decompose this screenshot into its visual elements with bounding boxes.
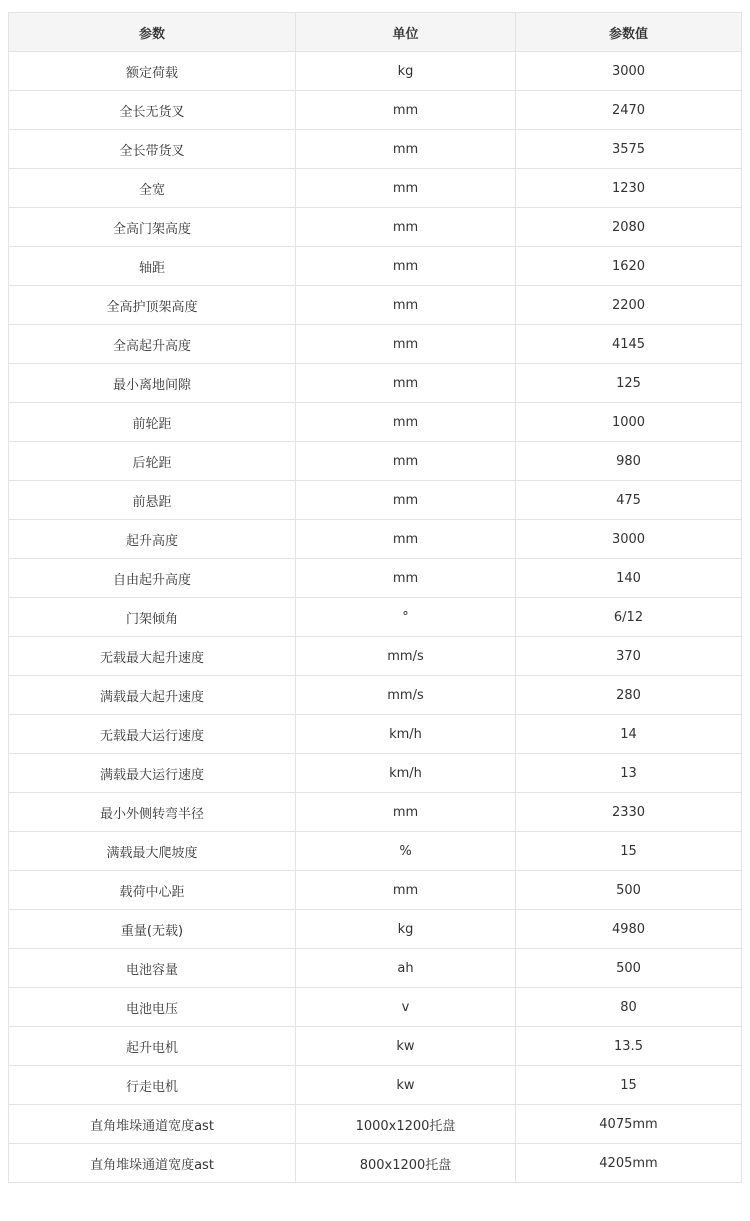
cell-value: 500	[516, 949, 742, 988]
cell-unit: mm	[296, 286, 516, 325]
cell-parameter: 轴距	[9, 247, 296, 286]
table-row	[9, 247, 742, 286]
cell-unit: mm	[296, 247, 516, 286]
cell-parameter: 满载最大运行速度	[9, 754, 296, 793]
cell-value: 13.5	[516, 1027, 742, 1066]
cell-unit: kw	[296, 1066, 516, 1105]
cell-parameter: 无载最大运行速度	[9, 715, 296, 754]
table-row	[9, 481, 742, 520]
table-header-row	[9, 13, 742, 52]
cell-value: 3000	[516, 52, 742, 91]
cell-parameter: 满载最大起升速度	[9, 676, 296, 715]
table-row	[9, 871, 742, 910]
table-row	[9, 520, 742, 559]
cell-parameter: 无载最大起升速度	[9, 637, 296, 676]
cell-parameter: 全长无货叉	[9, 91, 296, 130]
table-row	[9, 442, 742, 481]
cell-unit: mm/s	[296, 676, 516, 715]
cell-unit: mm	[296, 91, 516, 130]
cell-unit: mm	[296, 403, 516, 442]
table-row	[9, 208, 742, 247]
cell-value: 1620	[516, 247, 742, 286]
cell-unit: %	[296, 832, 516, 871]
cell-unit: mm	[296, 364, 516, 403]
cell-unit: mm	[296, 520, 516, 559]
table-header	[9, 13, 742, 52]
cell-value: 4980	[516, 910, 742, 949]
cell-value: 80	[516, 988, 742, 1027]
cell-value: 6/12	[516, 598, 742, 637]
cell-unit: v	[296, 988, 516, 1027]
cell-value: 15	[516, 832, 742, 871]
cell-parameter: 起升电机	[9, 1027, 296, 1066]
cell-parameter: 前悬距	[9, 481, 296, 520]
table-row	[9, 715, 742, 754]
cell-value: 475	[516, 481, 742, 520]
cell-unit: kg	[296, 910, 516, 949]
cell-parameter: 全高起升高度	[9, 325, 296, 364]
table-row	[9, 754, 742, 793]
table-row	[9, 286, 742, 325]
cell-unit: mm	[296, 871, 516, 910]
cell-unit: km/h	[296, 715, 516, 754]
cell-parameter: 载荷中心距	[9, 871, 296, 910]
cell-value: 4205mm	[516, 1144, 742, 1183]
cell-unit: mm	[296, 325, 516, 364]
cell-unit: °	[296, 598, 516, 637]
cell-value: 2470	[516, 91, 742, 130]
cell-unit: mm	[296, 481, 516, 520]
cell-value: 370	[516, 637, 742, 676]
cell-value: 3575	[516, 130, 742, 169]
cell-unit: kg	[296, 52, 516, 91]
cell-parameter: 后轮距	[9, 442, 296, 481]
cell-unit: 800x1200托盘	[296, 1144, 516, 1183]
cell-value: 140	[516, 559, 742, 598]
cell-value: 280	[516, 676, 742, 715]
cell-value: 15	[516, 1066, 742, 1105]
cell-parameter: 最小外侧转弯半径	[9, 793, 296, 832]
cell-value: 1230	[516, 169, 742, 208]
cell-value: 2080	[516, 208, 742, 247]
cell-parameter: 额定荷载	[9, 52, 296, 91]
cell-value: 4075mm	[516, 1105, 742, 1144]
table-row	[9, 832, 742, 871]
table-row	[9, 988, 742, 1027]
cell-unit: 1000x1200托盘	[296, 1105, 516, 1144]
cell-parameter: 起升高度	[9, 520, 296, 559]
cell-unit: mm	[296, 169, 516, 208]
table-row	[9, 169, 742, 208]
cell-parameter: 满载最大爬坡度	[9, 832, 296, 871]
table-body	[9, 52, 742, 1183]
table-row	[9, 130, 742, 169]
cell-value: 1000	[516, 403, 742, 442]
table-row	[9, 325, 742, 364]
table-row	[9, 559, 742, 598]
cell-parameter: 直角堆垛通道宽度ast	[9, 1105, 296, 1144]
cell-unit: mm	[296, 793, 516, 832]
cell-unit: mm	[296, 208, 516, 247]
header-value: 参数值	[516, 13, 742, 52]
cell-parameter: 自由起升高度	[9, 559, 296, 598]
cell-parameter: 电池电压	[9, 988, 296, 1027]
cell-value: 2330	[516, 793, 742, 832]
cell-value: 3000	[516, 520, 742, 559]
cell-unit: mm	[296, 130, 516, 169]
cell-parameter: 最小离地间隙	[9, 364, 296, 403]
table-row	[9, 52, 742, 91]
header-parameter: 参数	[9, 13, 296, 52]
header-unit: 单位	[296, 13, 516, 52]
cell-parameter: 行走电机	[9, 1066, 296, 1105]
table-row	[9, 793, 742, 832]
cell-parameter: 电池容量	[9, 949, 296, 988]
cell-unit: ah	[296, 949, 516, 988]
cell-parameter: 直角堆垛通道宽度ast	[9, 1144, 296, 1183]
cell-unit: mm	[296, 442, 516, 481]
table-row	[9, 910, 742, 949]
cell-parameter: 全长带货叉	[9, 130, 296, 169]
cell-unit: kw	[296, 1027, 516, 1066]
cell-parameter: 重量(无载)	[9, 910, 296, 949]
table-row	[9, 676, 742, 715]
cell-parameter: 全高门架高度	[9, 208, 296, 247]
table-row	[9, 949, 742, 988]
cell-parameter: 全高护顶架高度	[9, 286, 296, 325]
table-row	[9, 1027, 742, 1066]
cell-value: 500	[516, 871, 742, 910]
cell-value: 980	[516, 442, 742, 481]
spec-table-container	[8, 12, 741, 1183]
cell-unit: mm/s	[296, 637, 516, 676]
cell-parameter: 全宽	[9, 169, 296, 208]
table-row	[9, 598, 742, 637]
spec-table	[8, 12, 742, 1183]
table-row	[9, 91, 742, 130]
table-row	[9, 403, 742, 442]
cell-parameter: 门架倾角	[9, 598, 296, 637]
cell-value: 4145	[516, 325, 742, 364]
cell-value: 14	[516, 715, 742, 754]
cell-unit: km/h	[296, 754, 516, 793]
table-row	[9, 1144, 742, 1183]
cell-parameter: 前轮距	[9, 403, 296, 442]
table-row	[9, 637, 742, 676]
table-row	[9, 364, 742, 403]
cell-value: 2200	[516, 286, 742, 325]
cell-unit: mm	[296, 559, 516, 598]
table-row	[9, 1105, 742, 1144]
cell-value: 125	[516, 364, 742, 403]
cell-value: 13	[516, 754, 742, 793]
table-row	[9, 1066, 742, 1105]
